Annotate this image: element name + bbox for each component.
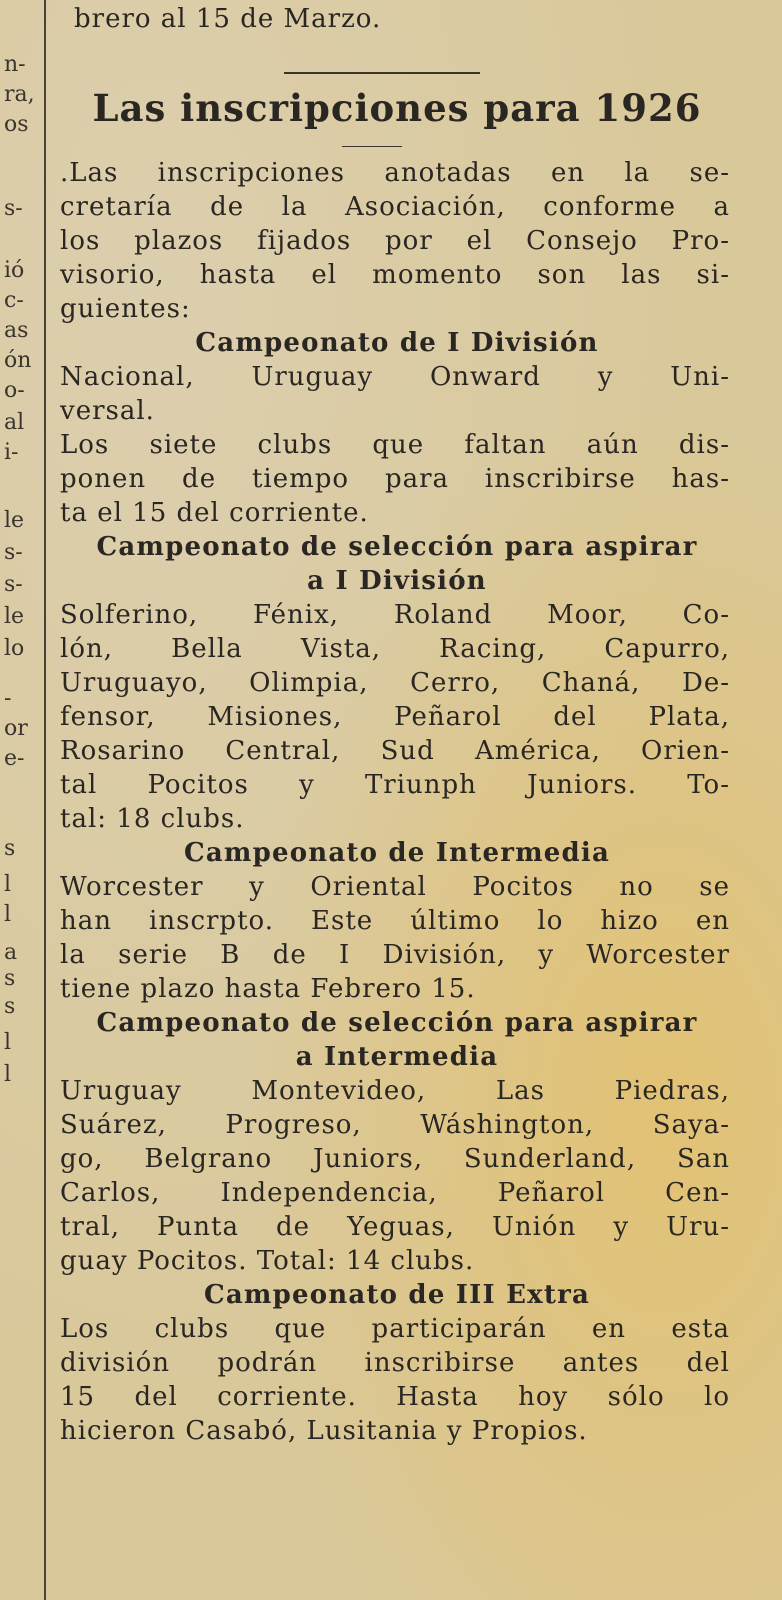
left-fragment: s- [4,572,23,597]
section-line: la serie B de I División, y Worcester [60,940,730,970]
section-line: lón, Bella Vista, Racing, Capurro, [60,634,730,664]
left-fragment: e- [4,746,25,771]
left-fragment: s- [4,540,23,565]
left-fragment: n- [4,52,26,77]
left-fragment: le [4,508,25,533]
left-fragment: c- [4,288,24,313]
headline: Las inscripciones para 1926 [92,86,702,130]
column-rule [44,160,46,1600]
section-line: ta el 15 del corriente. [60,498,369,528]
column-rule-top [44,0,46,160]
left-fragment: s [4,994,16,1019]
left-column-fragments [0,0,40,1600]
section-line: tral, Punta de Yeguas, Unión y Uru- [60,1212,730,1242]
left-fragment: le [4,604,25,629]
section-line: Los siete clubs que faltan aún dis- [60,430,730,460]
left-fragment: l [4,902,12,927]
left-fragment: al [4,410,25,435]
section-line: guay Pocitos. Total: 14 clubs. [60,1246,475,1276]
left-fragment: s [4,836,16,861]
section-line: fensor, Misiones, Peñarol del Plata, [60,702,730,732]
left-fragment: a [4,940,18,965]
left-fragment: or [4,716,28,741]
section-line: go, Belgrano Juniors, Sunderland, San [60,1144,730,1174]
section-line: Los clubs que participarán en esta [60,1314,730,1344]
section-line: división podrán inscribirse antes del [60,1348,730,1378]
left-fragment: l [4,1030,12,1055]
section-title: Campeonato de Intermedia [183,838,611,868]
left-fragment: as [4,318,29,343]
left-fragment: o- [4,378,25,403]
left-fragment: s- [4,196,23,221]
headline-rule [342,146,402,147]
intro-line: visorio, hasta el momento son las si- [60,260,730,290]
left-fragment: ió [4,258,25,283]
section-title: Campeonato de selección para aspirar [96,1008,698,1038]
section-line: versal. [60,396,155,426]
section-line: Nacional, Uruguay Onward y Uni- [60,362,730,392]
section-line: Worcester y Oriental Pocitos no se [60,872,730,902]
left-fragment: l [4,1062,12,1087]
left-fragment: i- [4,440,19,465]
section-line: Uruguay Montevideo, Las Piedras, [60,1076,730,1106]
section-line: tal Pocitos y Triunph Juniors. To- [60,770,730,800]
intro-line: los plazos fijados por el Consejo Pro- [60,226,730,256]
left-fragment: l [4,872,12,897]
section-title: Campeonato de III Extra [203,1280,591,1310]
left-fragment: - [4,686,12,711]
section-line: Uruguayo, Olimpia, Cerro, Chaná, De- [60,668,730,698]
section-title: Campeonato de selección para aspirar [96,532,698,562]
intro-line: guientes: [60,294,191,324]
section-line: tiene plazo hasta Febrero 15. [60,974,476,1004]
left-fragment: ón [4,348,32,373]
section-line: Solferino, Fénix, Roland Moor, Co- [60,600,730,630]
section-line: han inscrpto. Este último lo hizo en [60,906,730,936]
left-fragment: lo [4,636,25,661]
section-title: a Intermedia [295,1042,499,1072]
left-fragment: s [4,966,16,991]
section-line: hicieron Casabó, Lusitania y Propios. [60,1416,588,1446]
section-line: Rosarino Central, Sud América, Orien- [60,736,730,766]
intro-line: cretaría de la Asociación, conforme a [60,192,730,222]
left-fragment: os [4,112,29,137]
section-title: a I División [307,566,487,596]
section-line: Carlos, Independencia, Peñarol Cen- [60,1178,730,1208]
left-fragment: ra, [4,82,35,107]
section-title: Campeonato de I División [195,328,599,358]
section-line: Suárez, Progreso, Wáshington, Saya- [60,1110,730,1140]
section-line: tal: 18 clubs. [60,804,245,834]
article [52,0,742,1600]
section-line: 15 del corriente. Hasta hoy sólo lo [60,1382,730,1412]
section-line: ponen de tiempo para inscribirse has- [60,464,730,494]
top-rule [284,72,480,74]
intro-line: .Las inscripciones anotadas en la se- [60,158,730,188]
top-line: brero al 15 de Marzo. [74,4,382,34]
